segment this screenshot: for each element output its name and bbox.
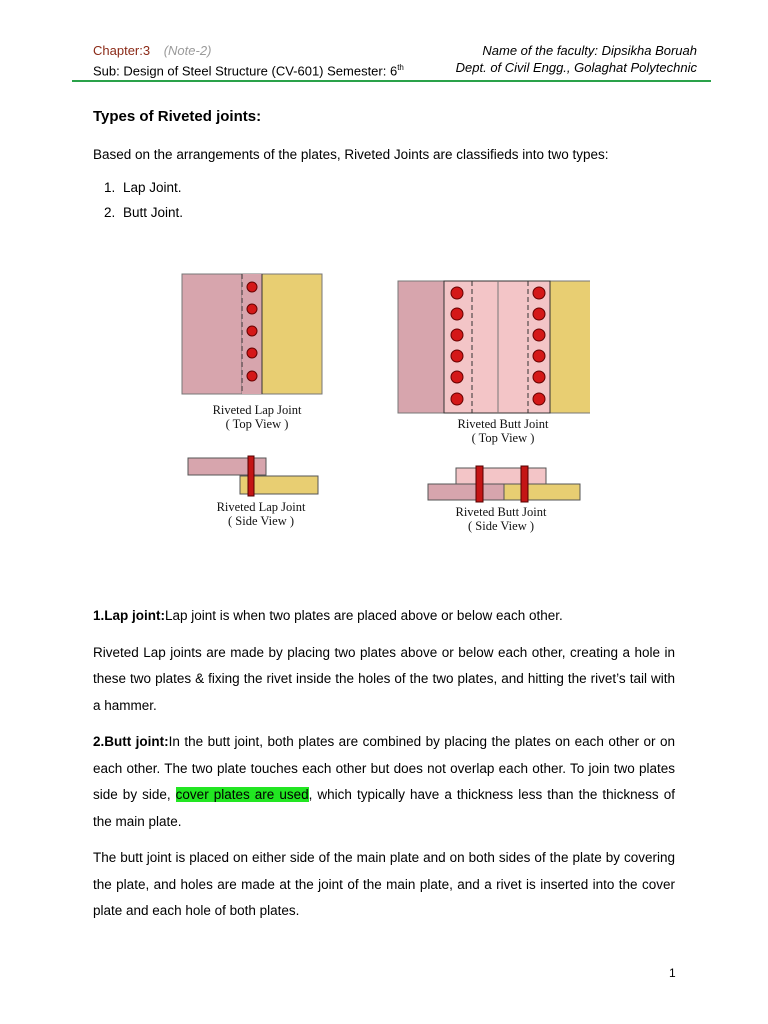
rivet [451,371,463,383]
lap-joint-label: 1.Lap joint: [93,608,165,623]
caption-line: Riveted Butt Joint [455,505,547,519]
joint-types-list [93,180,675,220]
caption-line: Riveted Lap Joint [212,403,302,417]
butt-side-cover-plate [456,468,546,484]
caption-line: ( Top View ) [471,431,535,445]
intro-section [93,108,675,230]
rivet [533,329,545,341]
rivet [533,350,545,362]
butt-plate-right [550,281,590,413]
caption-line: ( Side View ) [227,514,295,528]
rivet [247,348,257,358]
page-number: 1 [669,966,676,980]
caption-line: ( Top View ) [225,417,289,431]
rivet [451,393,463,405]
subject-label: Sub: Design of Steel Structure (CV-601) Semester: 6 [93,63,398,79]
rivet [247,282,257,292]
lap-side-rivet [248,456,254,496]
note-label: (Note-2) [163,43,212,58]
butt-side-rivet-left [476,466,483,502]
rivet [451,308,463,320]
body-text [93,603,675,935]
butt-side-left-plate [428,484,504,500]
butt-joint-text: In the butt joint, both plates are combined by placing the plates on each other or on each other. The two plate touches each other but does not overlap each other. To join two plates side by side, [93,734,675,802]
rivet [533,393,545,405]
lap-joint-detail-paragraph: Riveted Lap joints are made by placing two plates above or below each other, creating a hole in these two plates & fixing the rivet inside the holes of the two plates, and hitting the rivet’s tail with a hammer. [93,644,675,713]
butt-joint-top-view [398,281,590,413]
butt-top-caption [438,417,568,445]
lap-side-caption [196,500,326,528]
butt-joint-side-view [428,466,580,502]
butt-plate-left [398,281,444,413]
rivet [533,308,545,320]
faculty-name: Name of the faculty: Dipsikha Boruah [482,43,697,58]
butt-side-right-plate [504,484,580,500]
lap-joint-text: Lap joint is when two plates are placed above or below each other. [165,608,563,623]
chapter-info [93,42,211,59]
butt-joint-label: 2.Butt joint: [93,734,169,749]
section-heading: Types of Riveted joints: [93,108,262,125]
butt-joint-paragraph [93,729,675,835]
caption-line: Riveted Lap Joint [216,500,306,514]
chapter-label: Chapter:3 [93,43,151,58]
highlighted-phrase: cover plates are used [175,787,309,802]
lap-joint-paragraph [93,603,675,630]
butt-side-rivet-right [521,466,528,502]
rivet [533,287,545,299]
intro-paragraph: Based on the arrangements of the plates, Riveted Joints are classifieds into two types: [93,147,609,162]
department-label: Dept. of Civil Engg., Golaghat Polytechnic [455,60,697,75]
rivet [451,350,463,362]
rivet [247,371,257,381]
rivet [451,329,463,341]
lap-top-caption [192,403,322,431]
page-header [93,42,697,79]
butt-joint-text-end: , which typically have a thickness less than the thickness of the main plate. [93,787,675,829]
lap-joint-side-view [188,456,318,496]
rivet [247,304,257,314]
lap-joint-top-view [182,274,322,394]
rivet [247,326,257,336]
list-item: 1. Lap Joint. [119,180,675,195]
rivet [533,371,545,383]
semester-superscript: th [397,63,404,72]
riveted-joints-figure [180,270,590,540]
header-divider [72,80,711,82]
caption-line: Riveted Butt Joint [457,417,549,431]
list-item: 2. Butt Joint. [119,205,675,220]
caption-line: ( Side View ) [467,519,535,533]
butt-joint-detail-paragraph: The butt joint is placed on either side of the main plate and on both sides of the plate by covering the plate, and holes are made at the joint of the main plate, and a rivet is inserted into the cover plate and each hole of both plates. [93,850,675,918]
rivet [451,287,463,299]
subject-line [93,59,404,79]
butt-side-caption [436,505,566,533]
